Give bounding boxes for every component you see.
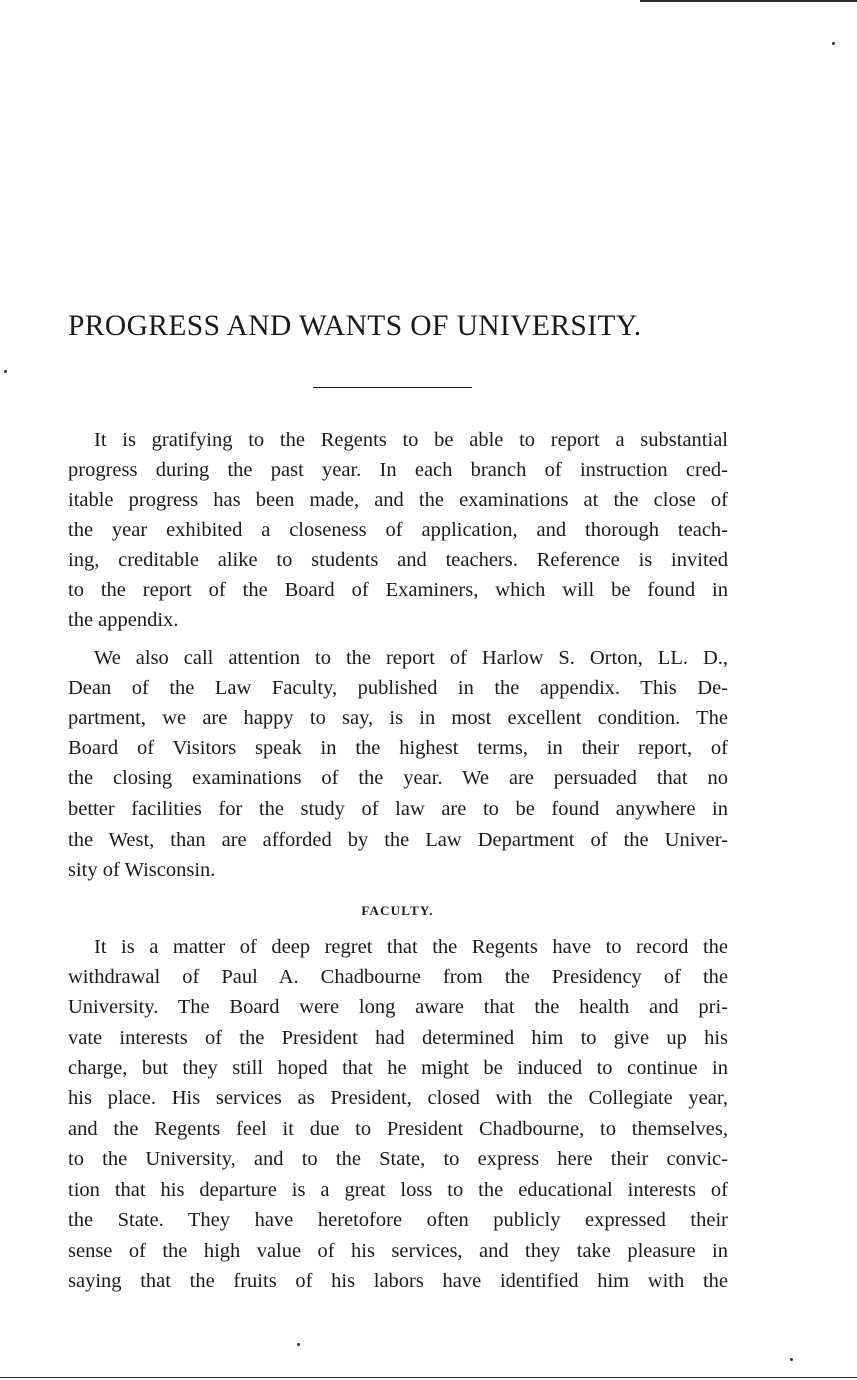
faculty-paragraph-line: sense of the high value of his services, and they take pleasure in bbox=[68, 1240, 728, 1262]
faculty-paragraph-line: and the Regents feel it due to President Chadbourne, to themselves, bbox=[68, 1118, 728, 1140]
paragraph-1-line: ing, creditable alike to students and teachers. Reference is invited bbox=[68, 549, 728, 571]
faculty-paragraph-line: tion that his departure is a great loss to the educational interests of bbox=[68, 1179, 728, 1201]
paragraph-1-line: the appendix. bbox=[68, 609, 179, 631]
paragraph-2-line: partment, we are happy to say, is in most excellent condition. The bbox=[68, 707, 728, 729]
title-divider bbox=[313, 387, 472, 388]
faculty-paragraph-line: the State. They have heretofore often publicly expressed their bbox=[68, 1209, 728, 1231]
paragraph-2-line: the West, than are afforded by the Law Department of the Univer- bbox=[68, 829, 728, 851]
faculty-paragraph-line: his place. His services as President, closed with the Collegiate year, bbox=[68, 1087, 728, 1109]
faculty-paragraph-line: charge, but they still hoped that he might be induced to continue in bbox=[68, 1057, 728, 1079]
faculty-paragraph-line: to the University, and to the State, to express here their convic- bbox=[68, 1148, 728, 1170]
print-speck bbox=[297, 1343, 300, 1346]
print-speck bbox=[4, 370, 7, 373]
faculty-paragraph-line: saying that the fruits of his labors have identified him with the bbox=[68, 1270, 728, 1292]
faculty-paragraph-line: withdrawal of Paul A. Chadbourne from the Presidency of the bbox=[68, 966, 728, 988]
paragraph-2-line: the closing examinations of the year. We are persuaded that no bbox=[68, 767, 728, 789]
faculty-paragraph-line: It is a matter of deep regret that the Regents have to record the bbox=[94, 936, 728, 958]
top-edge-rule bbox=[640, 0, 857, 2]
section-heading-faculty: FACULTY. bbox=[361, 903, 434, 918]
paragraph-2-line: We also call attention to the report of Harlow S. Orton, LL. D., bbox=[94, 647, 728, 669]
print-speck bbox=[790, 1358, 793, 1361]
paragraph-2-line: better facilities for the study of law are to be found anywhere in bbox=[68, 798, 728, 820]
paragraph-1-line: itable progress has been made, and the examinations at the close of bbox=[68, 489, 728, 511]
paragraph-2-line: Board of Visitors speak in the highest terms, in their report, of bbox=[68, 737, 728, 759]
print-speck bbox=[832, 42, 835, 45]
paragraph-1-line: the year exhibited a closeness of application, and thorough teach- bbox=[68, 519, 728, 541]
paragraph-2-line: sity of Wisconsin. bbox=[68, 859, 216, 881]
paragraph-2-line: Dean of the Law Faculty, published in the appendix. This De- bbox=[68, 677, 728, 699]
faculty-paragraph-line: vate interests of the President had determined him to give up his bbox=[68, 1027, 728, 1049]
faculty-paragraph-line: University. The Board were long aware that the health and pri- bbox=[68, 996, 728, 1018]
paragraph-1-line: It is gratifying to the Regents to be able to report a substantial bbox=[94, 429, 728, 451]
paragraph-1-line: to the report of the Board of Examiners, which will be found in bbox=[68, 579, 728, 601]
paragraph-1-line: progress during the past year. In each branch of instruction cred- bbox=[68, 459, 728, 481]
page-title: PROGRESS AND WANTS OF UNIVERSITY. bbox=[68, 310, 642, 342]
bottom-edge-rule bbox=[0, 1377, 857, 1378]
